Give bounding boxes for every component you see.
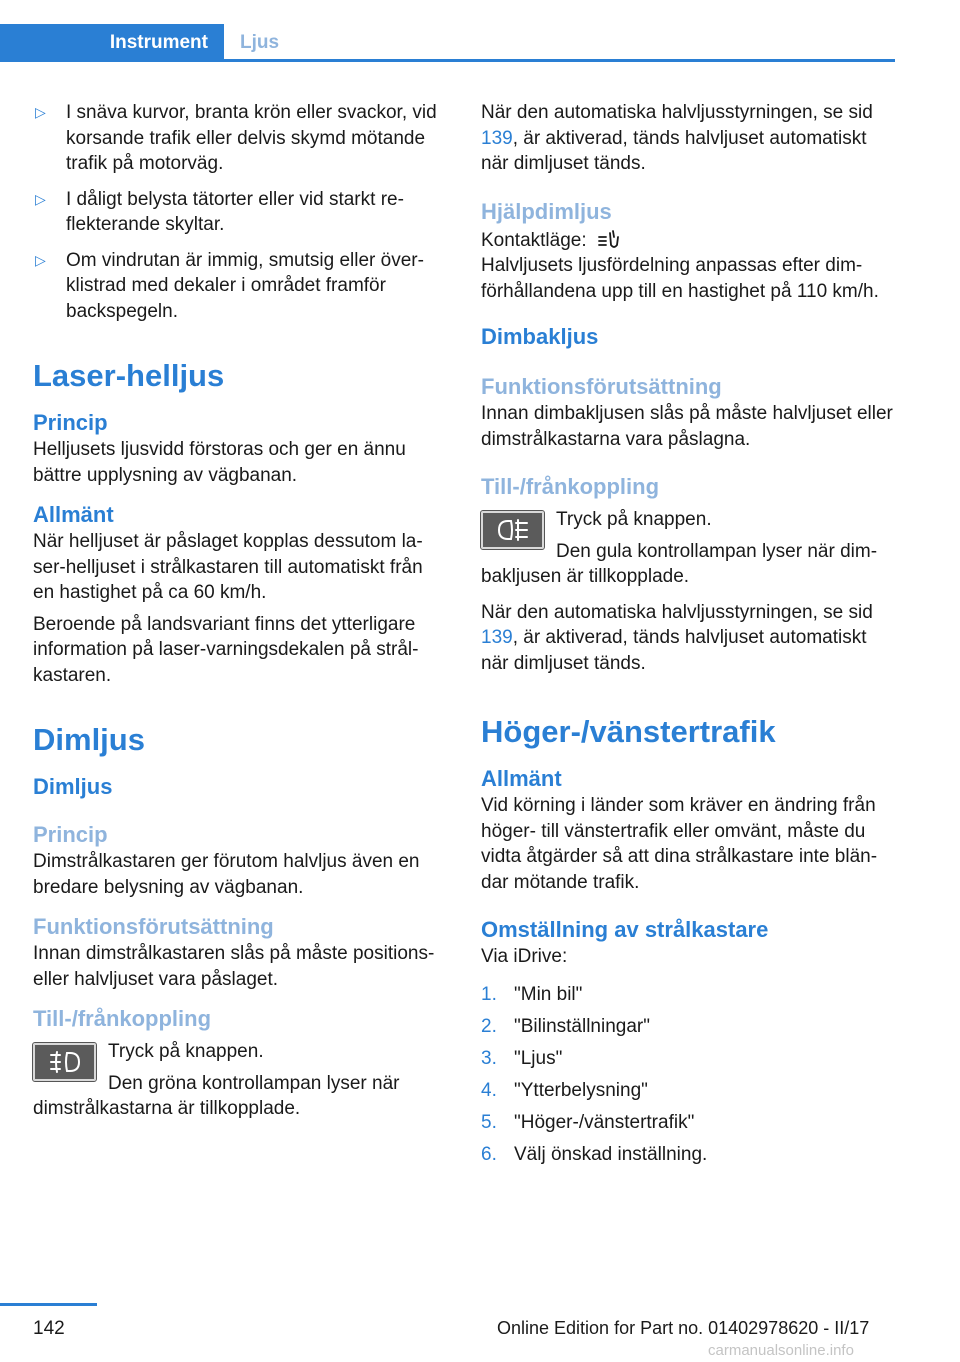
right-column: [481, 100, 895, 1174]
heading-omstallning: Omställning av strålkastare: [481, 917, 769, 942]
section-title-dimljus: Dimljus: [33, 722, 145, 757]
paragraph: Vid körning i länder som kräver en ändring från höger- till vänstertrafik eller omvänt, måste du vidta åtgärder så att dina strålkastare inte bländar mötande trafik.: [481, 795, 878, 893]
list-item: 5. "Höger-/vänstertrafik": [481, 1111, 695, 1133]
list-item: 6. Välj önskad inställning.: [481, 1143, 708, 1165]
left-column: [33, 100, 445, 1122]
rear-fog-light-icon: [496, 518, 530, 542]
lamp-text: Den gula kontrollampan lyser när dimbakljusen är tillkopplade.: [481, 540, 878, 587]
list-item: ▷ I snäva kurvor, branta krön eller svackor, vid korsande trafik eller delvis skymd mötande trafik på motorväg.: [35, 102, 437, 174]
heading-till-frankoppling: Till-/frånkoppling: [33, 1006, 212, 1031]
page-link[interactable]: 139: [481, 127, 513, 149]
triangle-bullet-icon: ▷: [35, 251, 46, 268]
list-item: 1. "Min bil": [481, 983, 583, 1005]
list-item: 3. "Ljus": [481, 1047, 563, 1069]
front-fog-instruction: [33, 1039, 445, 1122]
paragraph: Dimstrålkastaren ger förutom halvljus även en bredare belysning av vägbanan.: [33, 851, 420, 898]
paragraph-auto-headlight: När den automatiska halvljusstyrningen, se sid 139, är aktiverad, tänds halvljuset automatiskt när dimljuset tänds.: [481, 102, 873, 174]
kontaktlage-line: Kontaktläge:: [481, 228, 895, 254]
watermark: carmanualsonline.info: [708, 1342, 854, 1359]
heading-funktionsforutsattning: Funktionsförutsättning: [33, 914, 274, 939]
heading-dimljus: Dimljus: [33, 774, 113, 799]
heading-funktionsforutsattning: Funktionsförutsättning: [481, 374, 722, 399]
ignition-on-icon: [597, 229, 621, 251]
list-item: 4. "Ytterbelysning": [481, 1079, 648, 1101]
front-fog-button[interactable]: [33, 1043, 96, 1081]
paragraph: Halvljusets ljusfördelning anpassas efter dimförhållandena upp till en hastighet på 110 km/h.: [481, 255, 879, 302]
front-fog-light-icon: [48, 1050, 82, 1074]
section-title-hoger-vanstertrafik: Höger-/vänstertrafik: [481, 714, 776, 749]
page-link[interactable]: 139: [481, 627, 513, 648]
section-title-laser: Laser-helljus: [33, 358, 225, 393]
idrive-steps: [481, 982, 895, 1168]
rear-fog-button[interactable]: [481, 511, 544, 549]
heading-allmant: Allmänt: [33, 502, 114, 527]
paragraph-auto-headlight: När den automatiska halvljusstyrningen, se sid 139, är aktiverad, tänds halvljuset automatiskt när dimljuset tänds.: [481, 601, 873, 674]
page-number: 142: [33, 1318, 65, 1339]
tab-instrument[interactable]: Instrument: [0, 24, 224, 62]
paragraph: Beroende på landsvariant finns det ytterligare information på laser-varningsdekalen på strålkastaren.: [33, 613, 419, 686]
press-button-text: Tryck på knappen.: [108, 1041, 264, 1062]
tab-ljus[interactable]: Ljus: [240, 32, 280, 53]
edition-text: Online Edition for Part no. 01402978620 - II/17: [497, 1318, 870, 1338]
paragraph: Via iDrive:: [481, 946, 568, 967]
list-item: ▷ I dåligt belysta tätorter eller vid starkt reflekterande skyltar.: [35, 188, 404, 235]
heading-princip: Princip: [33, 822, 108, 847]
list-item: ▷ Om vindrutan är immig, smutsig eller överklistrad med dekaler i området framför backspegeln.: [35, 249, 424, 322]
press-button-text: Tryck på knappen.: [556, 509, 712, 530]
heading-allmant: Allmänt: [481, 766, 562, 791]
lamp-text: Den gröna kontrollampan lyser när dimstrålkastarna är tillkopplade.: [33, 1072, 400, 1119]
paragraph: När helljuset är påslaget kopplas dessutom laser-helljuset i strålkastaren till automatiskt från en hastighet på ca 60 km/h.: [33, 531, 423, 603]
heading-till-frankoppling: Till-/frånkoppling: [481, 474, 660, 499]
footer-rule: [0, 1303, 97, 1306]
paragraph: Innan dimstrålkastaren slås på måste positions- eller halvljuset vara påslaget.: [33, 943, 435, 990]
paragraph: Helljusets ljusvidd förstoras och ger en ännu bättre upplysning av vägbanan.: [33, 439, 406, 486]
list-item: 2. "Bilinställningar": [481, 1015, 650, 1037]
heading-dimbakljus: Dimbakljus: [481, 324, 599, 349]
rear-fog-instruction: [481, 507, 895, 590]
header-tabbar: [0, 24, 895, 62]
triangle-bullet-icon: ▷: [35, 190, 46, 207]
heading-hjalpdimljus: Hjälpdimljus: [481, 198, 612, 224]
condition-list: [33, 100, 445, 324]
heading-princip: Princip: [33, 410, 108, 435]
paragraph: Innan dimbakljusen slås på måste halvljuset eller dimstrålkastarna vara påslagna.: [481, 403, 893, 450]
triangle-bullet-icon: ▷: [35, 104, 46, 120]
